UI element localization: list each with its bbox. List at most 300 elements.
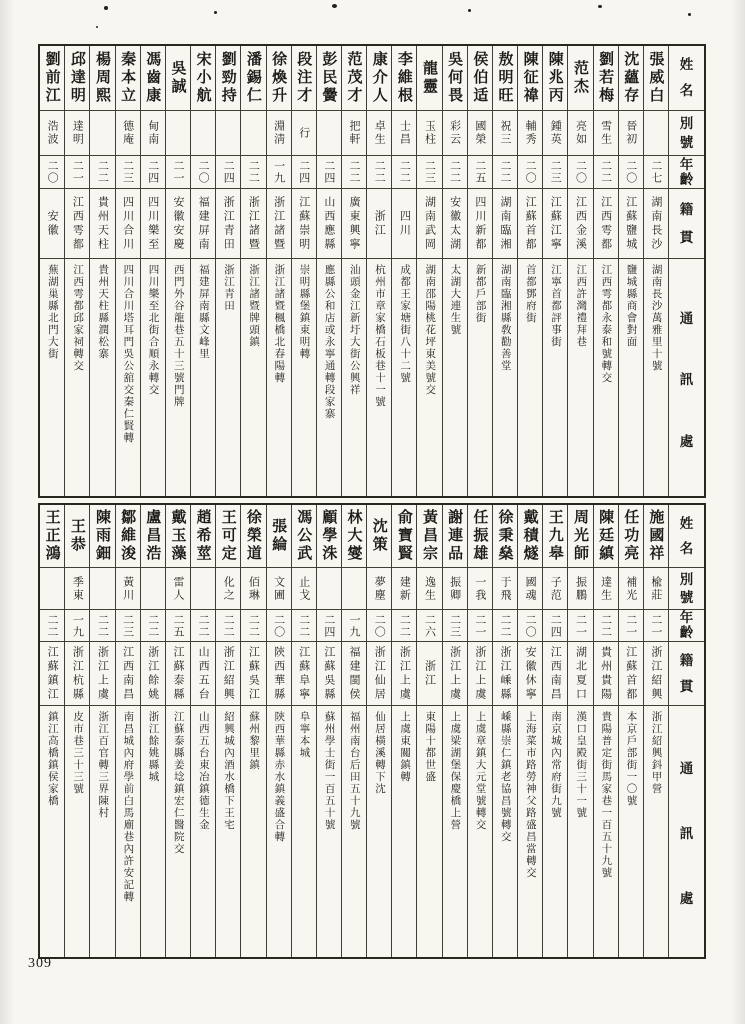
entry-address: 崇明縣堡鎮東明轉 (292, 258, 316, 496)
entry-alias (317, 567, 341, 609)
page-number: 309 (28, 956, 52, 971)
entry-name: 施國祥 (647, 509, 664, 563)
scan-edge-shadow-right (731, 0, 745, 1024)
entry-age: 二四 (292, 155, 316, 188)
entry-address: 嵊縣崇仁鎮老協昌號轉交 (493, 705, 517, 957)
entry-age: 二四 (216, 155, 240, 188)
entry-address: 浙江青田 (216, 258, 240, 496)
entry-age: 二〇 (518, 609, 542, 641)
entry-name: 戴玉藻 (169, 509, 186, 563)
entry-alias: 把軒 (342, 110, 366, 155)
entry-address: 東陽十都世盛 (417, 705, 441, 957)
entry-age: 二七 (644, 155, 668, 188)
entry-column (442, 46, 467, 496)
entry-age: 二一 (568, 609, 592, 641)
entry-column (40, 505, 64, 957)
entry-native-place: 福建閩侯 (342, 641, 366, 705)
entry-name: 戴積燧 (521, 509, 538, 563)
entry-name: 黃昌宗 (421, 509, 438, 563)
entry-column (341, 46, 366, 496)
entry-column (190, 46, 215, 496)
entry-alias: 一我 (468, 567, 492, 609)
entry-name: 秦本立 (119, 51, 136, 105)
entry-address: 江西雩都永泰和號轉交 (594, 258, 618, 496)
header-age-label: 年 齡 (669, 155, 704, 188)
entry-native-place: 安徽太湖 (443, 188, 467, 258)
entry-age: 二六 (417, 609, 441, 641)
entry-alias: 浩波 (40, 110, 64, 155)
entry-column (266, 505, 291, 957)
entry-alias: 楡莊 (644, 567, 668, 609)
entry-address: 貴州天柱縣潤松寨 (90, 258, 114, 496)
scan-noise (104, 6, 108, 10)
entry-native-place: 四川 (392, 188, 416, 258)
entry-address: 本京戶部街一〇號 (619, 705, 643, 957)
entry-native-place: 江蘇崇明 (292, 188, 316, 258)
entry-native-place: 江蘇鎮江 (40, 641, 64, 705)
entry-alias: 達生 (594, 567, 618, 609)
header-address-label: 通 訊 處 (669, 705, 704, 957)
entry-column (291, 46, 316, 496)
entry-name: 張威白 (647, 51, 664, 105)
entry-alias: 黃川 (116, 567, 140, 609)
entry-name: 李維根 (395, 51, 412, 105)
entry-address: 福建屏南縣文峰里 (191, 258, 215, 496)
entry-alias (90, 110, 114, 155)
entry-name: 馮公武 (295, 509, 312, 563)
entry-age: 二二 (216, 609, 240, 641)
entry-age: 二二 (392, 155, 416, 188)
entry-age: 二二 (443, 155, 467, 188)
entry-address: 浙江百官轉三界陳村 (90, 705, 114, 957)
entry-alias: 彩云 (443, 110, 467, 155)
entry-native-place: 江西南昌 (543, 641, 567, 705)
entry-age: 一九 (65, 609, 89, 641)
entry-age: 二〇 (191, 155, 215, 188)
entry-address: 湖南臨湘縣敎勸善堂 (493, 258, 517, 496)
entry-address: 南京城內常府街九號 (543, 705, 567, 957)
directory-table-bottom (38, 503, 706, 959)
entry-native-place: 浙江紹興 (644, 641, 668, 705)
entry-address: 上海菜市路勞神父路盛昌當轉交 (518, 705, 542, 957)
entry-name: 范杰 (571, 60, 588, 96)
entry-alias: 國榮 (468, 110, 492, 155)
entry-address: 鎮江高橋鎮侯家橋 (40, 705, 64, 957)
entry-column (467, 505, 492, 957)
entry-address: 漢口皇殿街三十一號 (568, 705, 592, 957)
entry-name: 鄒維浚 (119, 509, 136, 563)
entry-address: 仙居橫溪轉下沈 (367, 705, 391, 957)
entry-column (366, 46, 391, 496)
entry-alias (90, 567, 114, 609)
entry-name: 林大燮 (345, 509, 362, 563)
entry-column (517, 46, 542, 496)
entry-address: 江西許灣禮拜巷 (568, 258, 592, 496)
entry-age: 二二 (90, 609, 114, 641)
entry-native-place: 安徽休寧 (518, 641, 542, 705)
entry-name: 潘錫仁 (244, 51, 261, 105)
entry-column (391, 46, 416, 496)
entry-age: 二三 (116, 609, 140, 641)
entry-column (64, 505, 89, 957)
entry-name: 陳廷縝 (597, 509, 614, 563)
entry-address: 蘇州黎里鎮 (241, 705, 265, 957)
entry-alias: 鍾英 (543, 110, 567, 155)
entry-alias (317, 110, 341, 155)
entry-age: 二〇 (40, 155, 64, 188)
entry-alias: 補光 (619, 567, 643, 609)
entry-column (165, 46, 190, 496)
entry-alias: 祝三 (493, 110, 517, 155)
entry-alias (241, 110, 265, 155)
entry-age: 二〇 (367, 609, 391, 641)
entry-column (542, 46, 567, 496)
entry-column (64, 46, 89, 496)
row-header-column (668, 46, 704, 496)
entry-age: 二二 (241, 609, 265, 641)
entry-address: 浙江諸暨楓橋北春陽轉 (267, 258, 291, 496)
entry-age: 二三 (116, 155, 140, 188)
entry-age: 二〇 (619, 155, 643, 188)
entry-name: 王可定 (219, 509, 236, 563)
entry-age: 二二 (493, 609, 517, 641)
entry-native-place: 江蘇首都 (518, 188, 542, 258)
entry-address: 西門外谷龍巷五十三號門牌 (166, 258, 190, 496)
entry-name: 陳雨鈿 (93, 509, 110, 563)
entry-name: 謝連品 (446, 509, 463, 563)
entry-address: 成都王家塘街八十二號 (392, 258, 416, 496)
entry-age: 二四 (141, 155, 165, 188)
entry-alias: 化之 (216, 567, 240, 609)
entry-address: 阜寧本城 (292, 705, 316, 957)
entry-name: 宋小航 (194, 51, 211, 105)
entry-address: 浙江諸暨牌頭鎮 (241, 258, 265, 496)
entry-address: 貴陽普定街馬家巷一百五十九號 (594, 705, 618, 957)
entry-address: 新都戶部街 (468, 258, 492, 496)
entry-age: 二一 (65, 155, 89, 188)
entry-name: 敖明旺 (496, 51, 513, 105)
entry-age: 二二 (241, 155, 265, 188)
header-alias-label: 別 號 (669, 110, 704, 155)
entry-column (165, 505, 190, 957)
entry-age: 一九 (267, 155, 291, 188)
entry-name: 顧學洙 (320, 509, 337, 563)
entry-alias (191, 567, 215, 609)
entry-address: 江西雩都邱家祠轉交 (65, 258, 89, 496)
entry-name: 楊周熙 (93, 51, 110, 105)
entry-age: 二二 (191, 609, 215, 641)
entry-address: 山西五台東冶鎮德生金 (191, 705, 215, 957)
entry-address: 南昌城內府學前白馬廟巷內許安記轉 (116, 705, 140, 957)
entry-native-place: 江蘇鹽城 (619, 188, 643, 258)
scan-noise (214, 11, 217, 14)
entry-address: 浙江餘姚縣城 (141, 705, 165, 957)
entry-name: 王九皋 (546, 509, 563, 563)
entry-native-place: 江西金溪 (568, 188, 592, 258)
entry-column (618, 505, 643, 957)
entry-native-place: 陝西華縣 (267, 641, 291, 705)
row-header-column (668, 505, 704, 957)
entry-age: 二二 (493, 155, 517, 188)
entry-age: 二二 (292, 609, 316, 641)
header-alias-label: 別 號 (669, 567, 704, 609)
scan-noise (332, 4, 337, 8)
entry-alias (141, 567, 165, 609)
entry-name: 沈策 (370, 518, 387, 554)
entry-column (467, 46, 492, 496)
entry-name: 徐煥升 (270, 51, 287, 105)
entry-native-place: 四川合川 (116, 188, 140, 258)
entry-address: 汕頭金江新圩大街公興祥 (342, 258, 366, 496)
entry-column (316, 46, 341, 496)
entry-native-place: 浙江上虞 (392, 641, 416, 705)
entry-column (366, 505, 391, 957)
entry-address: 湖南長沙萬雅里十號 (644, 258, 668, 496)
entry-age: 一九 (342, 609, 366, 641)
entry-native-place: 江西南昌 (116, 641, 140, 705)
entry-alias: 夢塵 (367, 567, 391, 609)
entry-native-place: 江蘇阜寧 (292, 641, 316, 705)
entry-native-place: 江蘇首都 (619, 641, 643, 705)
entry-alias: 季東 (65, 567, 89, 609)
entry-native-place: 江蘇吳縣 (317, 641, 341, 705)
entry-alias: 德庵 (116, 110, 140, 155)
entry-age: 二〇 (518, 155, 542, 188)
entry-native-place: 江西雩都 (594, 188, 618, 258)
entry-column (89, 46, 114, 496)
entry-column (341, 505, 366, 957)
entry-native-place: 安徽 (40, 188, 64, 258)
entry-column (190, 505, 215, 957)
header-native-place-label: 籍 貫 (669, 641, 704, 705)
entry-native-place: 浙江嵊縣 (493, 641, 517, 705)
entry-native-place: 浙江紹興 (216, 641, 240, 705)
entry-name: 王恭 (68, 518, 85, 554)
entry-alias (166, 110, 190, 155)
entry-column (140, 505, 165, 957)
entry-name: 趙希莖 (194, 509, 211, 563)
entry-name: 張綸 (270, 518, 287, 554)
entry-native-place: 浙江上虞 (468, 641, 492, 705)
entry-name: 馮齒康 (144, 51, 161, 105)
entry-address: 四川樂至北街合順永轉交 (141, 258, 165, 496)
entry-alias: 雪生 (594, 110, 618, 155)
entry-name: 周光師 (571, 509, 588, 563)
entry-alias: 子范 (543, 567, 567, 609)
entry-age: 二二 (40, 609, 64, 641)
scan-noise (688, 13, 691, 16)
entry-alias (342, 567, 366, 609)
entry-age: 二二 (141, 609, 165, 641)
entry-age: 二二 (392, 609, 416, 641)
entry-column (266, 46, 291, 496)
entry-native-place: 浙江 (417, 641, 441, 705)
entry-alias: 晉初 (619, 110, 643, 155)
entry-name: 吳何畏 (446, 51, 463, 105)
entry-alias: 達明 (65, 110, 89, 155)
entry-native-place: 湖南武岡 (417, 188, 441, 258)
entry-age: 二四 (317, 155, 341, 188)
entry-age: 二二 (594, 155, 618, 188)
entry-column (492, 505, 517, 957)
entry-alias: 亮如 (568, 110, 592, 155)
entry-address: 紹興城內酒水橋下王宅 (216, 705, 240, 957)
entry-name: 沈蘊存 (622, 51, 639, 105)
entry-name: 劉前江 (43, 51, 60, 105)
entry-address: 首都鄧府街 (518, 258, 542, 496)
entry-column (618, 46, 643, 496)
scan-noise (598, 5, 602, 8)
entry-column (643, 46, 668, 496)
entry-address: 上虞東關鎮轉 (392, 705, 416, 957)
entry-native-place: 湖南臨湘 (493, 188, 517, 258)
entry-address: 江寧首都評事街 (543, 258, 567, 496)
entry-name: 徐榮道 (244, 509, 261, 563)
entry-alias: 于飛 (493, 567, 517, 609)
entry-native-place: 浙江杭縣 (65, 641, 89, 705)
entry-age: 二三 (443, 609, 467, 641)
entry-address: 應縣公和店或永寧通轉段家寨 (317, 258, 341, 496)
entry-alias: 振鵬 (568, 567, 592, 609)
entry-column (215, 46, 240, 496)
entry-address: 杭州市章家橋石板巷十一號 (367, 258, 391, 496)
entry-native-place: 湖北夏口 (568, 641, 592, 705)
entry-column (542, 505, 567, 957)
entry-alias: 淵淸 (267, 110, 291, 155)
entry-alias: 止戈 (292, 567, 316, 609)
entry-name: 俞寶賢 (395, 509, 412, 563)
entry-native-place: 四川樂至 (141, 188, 165, 258)
entry-name: 徐秉燊 (496, 509, 513, 563)
directory-table-top (38, 44, 706, 498)
entry-address: 江蘇泰縣姜埝鎮宏仁醫院交 (166, 705, 190, 957)
entry-column (442, 505, 467, 957)
entry-column (492, 46, 517, 496)
scan-edge-shadow-left (0, 0, 14, 1024)
entry-name: 盧昌浩 (144, 509, 161, 563)
entry-native-place: 湖南長沙 (644, 188, 668, 258)
entry-native-place: 廣東興寧 (342, 188, 366, 258)
entry-alias: 建新 (392, 567, 416, 609)
entry-column (89, 505, 114, 957)
entry-name: 彭民黌 (320, 51, 337, 105)
scan-noise (468, 9, 471, 12)
entry-column (593, 505, 618, 957)
header-address-label: 通 訊 處 (669, 258, 704, 496)
entry-alias: 國魂 (518, 567, 542, 609)
entry-age: 二〇 (568, 155, 592, 188)
entry-age: 二〇 (267, 609, 291, 641)
entry-alias: 振卿 (443, 567, 467, 609)
entry-alias (644, 110, 668, 155)
entry-age: 二二 (367, 155, 391, 188)
entry-age: 二三 (417, 155, 441, 188)
header-age-label: 年 齡 (669, 609, 704, 641)
entry-native-place: 山西應縣 (317, 188, 341, 258)
entry-address: 鹽城縣商會對面 (619, 258, 643, 496)
entry-native-place: 浙江諸暨 (241, 188, 265, 258)
entry-alias (216, 110, 240, 155)
entry-column (643, 505, 668, 957)
entry-age: 二一 (468, 609, 492, 641)
entry-native-place: 浙江 (367, 188, 391, 258)
entry-alias: 卓生 (367, 110, 391, 155)
entry-native-place: 浙江上虞 (90, 641, 114, 705)
scan-noise (96, 26, 98, 28)
entry-alias: 玉柱 (417, 110, 441, 155)
entry-native-place: 福建屏南 (191, 188, 215, 258)
entry-column (40, 46, 64, 496)
entry-column (517, 505, 542, 957)
entry-age: 二一 (619, 609, 643, 641)
entry-address: 陝西華縣赤水鎮義盛合轉 (267, 705, 291, 957)
entry-column (593, 46, 618, 496)
entry-native-place: 浙江餘姚 (141, 641, 165, 705)
entry-name: 陳征禕 (521, 51, 538, 105)
entry-native-place: 四川新都 (468, 188, 492, 258)
entry-name: 劉若梅 (597, 51, 614, 105)
entry-age: 二一 (166, 155, 190, 188)
entry-name: 劉勁持 (219, 51, 236, 105)
entry-name: 康介人 (370, 51, 387, 105)
entry-column (416, 46, 441, 496)
header-name-label: 姓 名 (679, 57, 694, 99)
entry-age: 二四 (317, 609, 341, 641)
entry-native-place: 貴州貴陽 (594, 641, 618, 705)
entry-age: 二五 (468, 155, 492, 188)
entry-alias (191, 110, 215, 155)
entry-column (140, 46, 165, 496)
header-name-label: 姓 名 (679, 515, 694, 556)
header-native-place-label: 籍 貫 (669, 188, 704, 258)
entry-name: 段注才 (295, 51, 312, 105)
entry-name: 吳誠 (169, 60, 186, 96)
entry-native-place: 浙江上虞 (443, 641, 467, 705)
entry-age: 二二 (342, 155, 366, 188)
entry-native-place: 江蘇泰縣 (166, 641, 190, 705)
entry-address: 福州南台后田五十九號 (342, 705, 366, 957)
entry-native-place: 山西五台 (191, 641, 215, 705)
entry-column (567, 46, 592, 496)
entry-native-place: 浙江仙居 (367, 641, 391, 705)
entry-address: 太湖大連生號 (443, 258, 467, 496)
entry-alias: 輔秀 (518, 110, 542, 155)
entry-column (240, 505, 265, 957)
entry-name: 任功亮 (622, 509, 639, 563)
entry-native-place: 江蘇江寧 (543, 188, 567, 258)
entry-column (240, 46, 265, 496)
entry-address: 蕪湖巢縣北門大街 (40, 258, 64, 496)
entry-address: 上虞梁湖堡保慶橋上營 (443, 705, 467, 957)
entry-native-place: 浙江青田 (216, 188, 240, 258)
entry-column (215, 505, 240, 957)
entry-name: 范茂才 (345, 51, 362, 105)
entry-native-place: 貴州天柱 (90, 188, 114, 258)
entry-address: 上虞章鎮大元堂號轉交 (468, 705, 492, 957)
entry-address: 湖南邵陽桃花坪東美號交 (417, 258, 441, 496)
entry-address: 浙江紹興鈄甲營 (644, 705, 668, 957)
entry-name: 侯伯适 (471, 51, 488, 105)
entry-name: 任振雄 (471, 509, 488, 563)
entry-age: 二二 (90, 155, 114, 188)
entry-column (115, 46, 140, 496)
entry-name: 王正鴻 (43, 509, 60, 563)
entry-alias: 士昌 (392, 110, 416, 155)
entry-address: 四川合川塔耳門吳公舘交秦仁賢轉 (116, 258, 140, 496)
entry-address: 皮市巷三十三號 (65, 705, 89, 957)
entry-column (115, 505, 140, 957)
entry-column (316, 505, 341, 957)
